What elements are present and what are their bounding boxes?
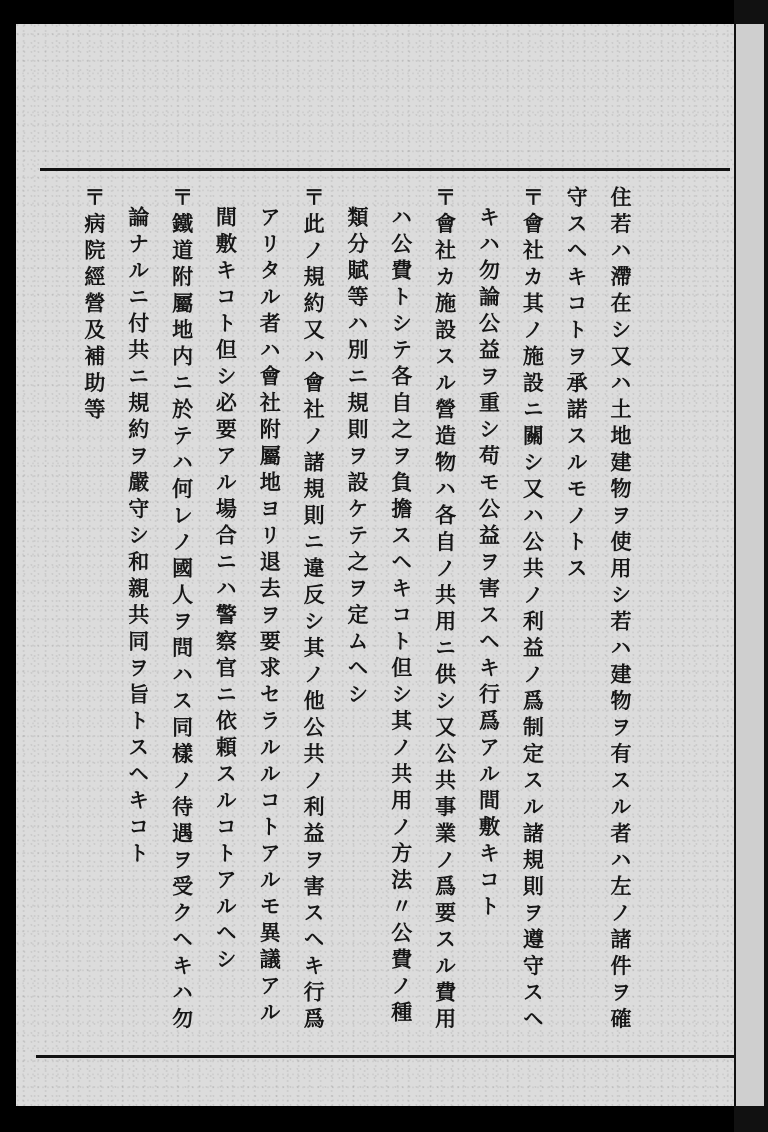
text-column-10: 間敷キコト但シ必要アル場合ニハ警察官ニ依頼スルコトアルヘシ	[213, 206, 239, 975]
top-rule-line	[40, 168, 730, 171]
text-column-5: 〒會社カ施設スル營造物ハ各自ノ共用ニ供シ又公共事業ノ爲要スル費用	[432, 186, 458, 1034]
text-column-11: 〒鐵道附屬地内ニ於テハ何レノ國人ヲ問ハス同樣ノ待遇ヲ受クヘキハ勿	[169, 186, 195, 1034]
text-column-8: 〒此ノ規約又ハ會社ノ諸規則ニ違反シ其ノ他公共ノ利益ヲ害スヘキ行爲	[301, 186, 327, 1034]
text-column-12: 論ナルニ付共ニ規約ヲ嚴守シ和親共同ヲ旨トスヘキコト	[125, 206, 151, 869]
text-column-9: アリタル者ハ會社附屬地ヨリ退去ヲ要求セラルルコトアルモ異議アル	[257, 206, 283, 1028]
section-heading: 〒病院經營及補助等	[81, 186, 107, 425]
text-column-2: 守スヘキコトヲ承諾スルモノトス	[564, 186, 590, 584]
adjacent-page-edge	[736, 24, 764, 1106]
text-column-4: キハ勿論公益ヲ重シ苟モ公益ヲ害スヘキ行爲アル間敷キコト	[476, 206, 502, 922]
text-column-1: 住若ハ滯在シ又ハ土地建物ヲ使用シ若ハ建物ヲ有スル者ハ左ノ諸件ヲ確	[608, 186, 633, 1034]
vertical-text-body	[62, 186, 642, 1046]
text-column-7: 類分賦等ハ別ニ規則ヲ設ケテ之ヲ定ムヘシ	[344, 206, 370, 710]
text-column-3: 〒會社カ其ノ施設ニ關シ又ハ公共ノ利益ノ爲制定スル諸規則ヲ遵守スヘ	[520, 186, 546, 1034]
text-column-6: ハ公費トシテ各自之ヲ負擔スヘキコト但シ其ノ共用ノ方法〃公費ノ種	[388, 206, 414, 1028]
